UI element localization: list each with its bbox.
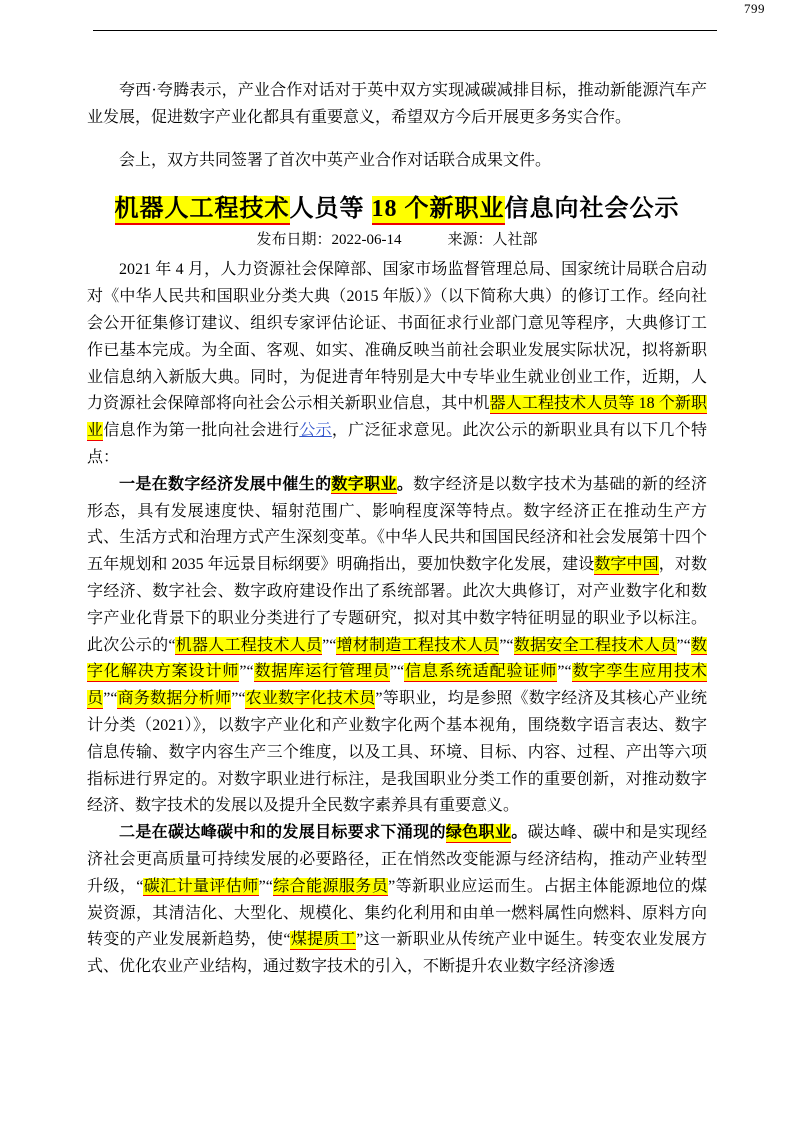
text-run: ”“ [389, 663, 405, 681]
source [447, 228, 537, 252]
text-run: ”等职业，均是参照《数字经济及其核心产业统计分类（2021）》，以数字产业化和产业数字化两个基本视角，围绕数字语言表达、数字信息传输、数字内容生产三个维度，以及工具、环境、目标、内容、过程、产出等六项指标进行界定的。对数字职业进行标注，是我国职业分类工作的重要创新，对推动数字经济、数字技术的发展以及提升全民数字素养具有重要意义。 [87, 690, 707, 815]
text-run: ，对数字经济、数字社会、数字政府建设作出了系统部署。此次大典修订，对产业数字化和数字产业化背景下的职业分类进行了专题研究，拟对其中数字特征明显的职业予以标注。此次公示的“ [87, 556, 707, 654]
highlight-term: 机器人工程技术 [115, 196, 290, 225]
text-run: ”这一新职业从传统产业中诞生。转变农业发展方式、优化农业产业结构，通过数字技术的引入，不断提升农业数字经济渗透 [87, 931, 707, 976]
text-run: 碳达峰、碳中和是实现经济社会更高质量可持续发展的必要路径，正在悄然改变能源与经济结构，推动产业转型升级，“ [87, 824, 707, 895]
header-rule [93, 30, 717, 31]
highlight-term: 机器人工程技术人员 [175, 636, 323, 654]
article-title [87, 192, 707, 226]
highlight-term: 数字孪生应用技术员 [87, 663, 707, 708]
gongshi-link[interactable]: 公示 [299, 422, 332, 440]
text-run: ”“ [322, 636, 337, 654]
body-paragraph-3 [87, 820, 707, 981]
text-run: ”“ [499, 636, 514, 654]
text-run: 信息作为第一批向社会进行 [103, 422, 300, 440]
publish-date-label: 发布日期： [256, 232, 332, 249]
text-run: ”“ [239, 663, 254, 681]
highlight-term: 器人工程技术人员等 18 个新职业 [87, 395, 707, 440]
highlight-term: 18 个新职业 [372, 196, 505, 225]
text-run: ”“ [231, 690, 246, 708]
highlight-term: 数字中国 [594, 556, 659, 574]
highlight-term: 增材制造工程技术人员 [336, 636, 500, 654]
text-run: 夸西·夸腾表示，产业合作对话对于英中双方实现减碳减排目标，推动新能源汽车产业发展，促进数字产业化都具有重要意义，希望双方今后开展更多务实合作。 [87, 82, 707, 126]
source-value: 人社部 [492, 232, 538, 249]
text-run: ”“ [557, 663, 572, 681]
intro-paragraph-1 [87, 78, 707, 132]
highlight-term: 商务数据分析师 [117, 690, 232, 708]
publish-date [256, 228, 401, 252]
text-run: 一是在数字经济发展中催生的 [119, 475, 332, 493]
text-run: ，广泛征求意见。此次公示的新职业具有以下几个特点： [87, 422, 707, 466]
body-paragraph-2 [87, 472, 707, 820]
highlight-term: 信息系统适配验证师 [404, 663, 558, 681]
highlight-term: 碳汇计量评估师 [143, 877, 259, 895]
page-content [87, 78, 707, 981]
highlight-term: 数据安全工程技术人员 [513, 636, 677, 654]
text-run: 二是在碳达峰碳中和的发展目标要求下涌现的 [119, 824, 446, 842]
text-run: 数字经济是以数字技术为基础的新的经济形态，具有发展速度快、辐射范围广、影响程度深等特点。数字经济正在推动生产方式、生活方式和治理方式产生深刻变革。《中华人民共和国国民经济和社会发展第十四个五年规划和 2035 年远景目标纲要》明确指出，要加快数字化发展，建设 [87, 475, 707, 574]
highlight-term: 农业数字化技术员 [245, 690, 376, 708]
text-run: ”“ [258, 877, 273, 895]
body-paragraph-1 [87, 257, 707, 471]
source-label: 来源： [447, 232, 493, 249]
highlight-term: 综合能源服务员 [272, 877, 389, 895]
text-run: 。 [396, 475, 414, 493]
publish-date-value: 2022-06-14 [331, 232, 402, 249]
text-run: 会上，双方共同签署了首次中英产业合作对话联合成果文件。 [119, 151, 552, 169]
text-run: ”等新职业应运而生。占据主体能源地位的煤炭资源，其清洁化、大型化、规模化、集约化利用和由单一燃料属性向燃料、原料方向转变的产业发展新趋势，使“ [87, 877, 707, 949]
intro-paragraph-2 [87, 148, 707, 175]
text-run: 人员等 [289, 196, 372, 223]
text-run: 。 [511, 824, 528, 842]
highlight-term: 数字化解决方案设计师 [87, 636, 707, 681]
text-run: ”“ [676, 636, 691, 654]
article-meta [87, 228, 707, 252]
highlight-term: 数字职业 [331, 475, 397, 493]
page-number: 799 [744, 1, 765, 16]
text-run: ”“ [103, 690, 118, 708]
highlight-term: 数据库运行管理员 [253, 663, 390, 681]
highlight-term: 绿色职业 [445, 824, 512, 842]
text-run: 2021 年 4 月，人力资源社会保障部、国家市场监督管理总局、国家统计局联合启动对《中华人民共和国职业分类大典（2015 年版）》（以下简称大典）的修订工作。经向社会公开征集修订建议、组织专家评估论证、书面征求行业部门意见等程序，大典修订工作已基本完成。为全面、客观、如实、准确反映当前社会职业发展实际状况，拟将新职业信息纳入新版大典。同时，为促进青年特别是大中专毕业生就业创业工作，近期，人力资源社会保障部将向社会公示相关新职业信息，其中机 [87, 261, 707, 413]
text-run: 信息向社会公示 [504, 196, 680, 223]
highlight-term: 煤提质工 [290, 931, 357, 949]
